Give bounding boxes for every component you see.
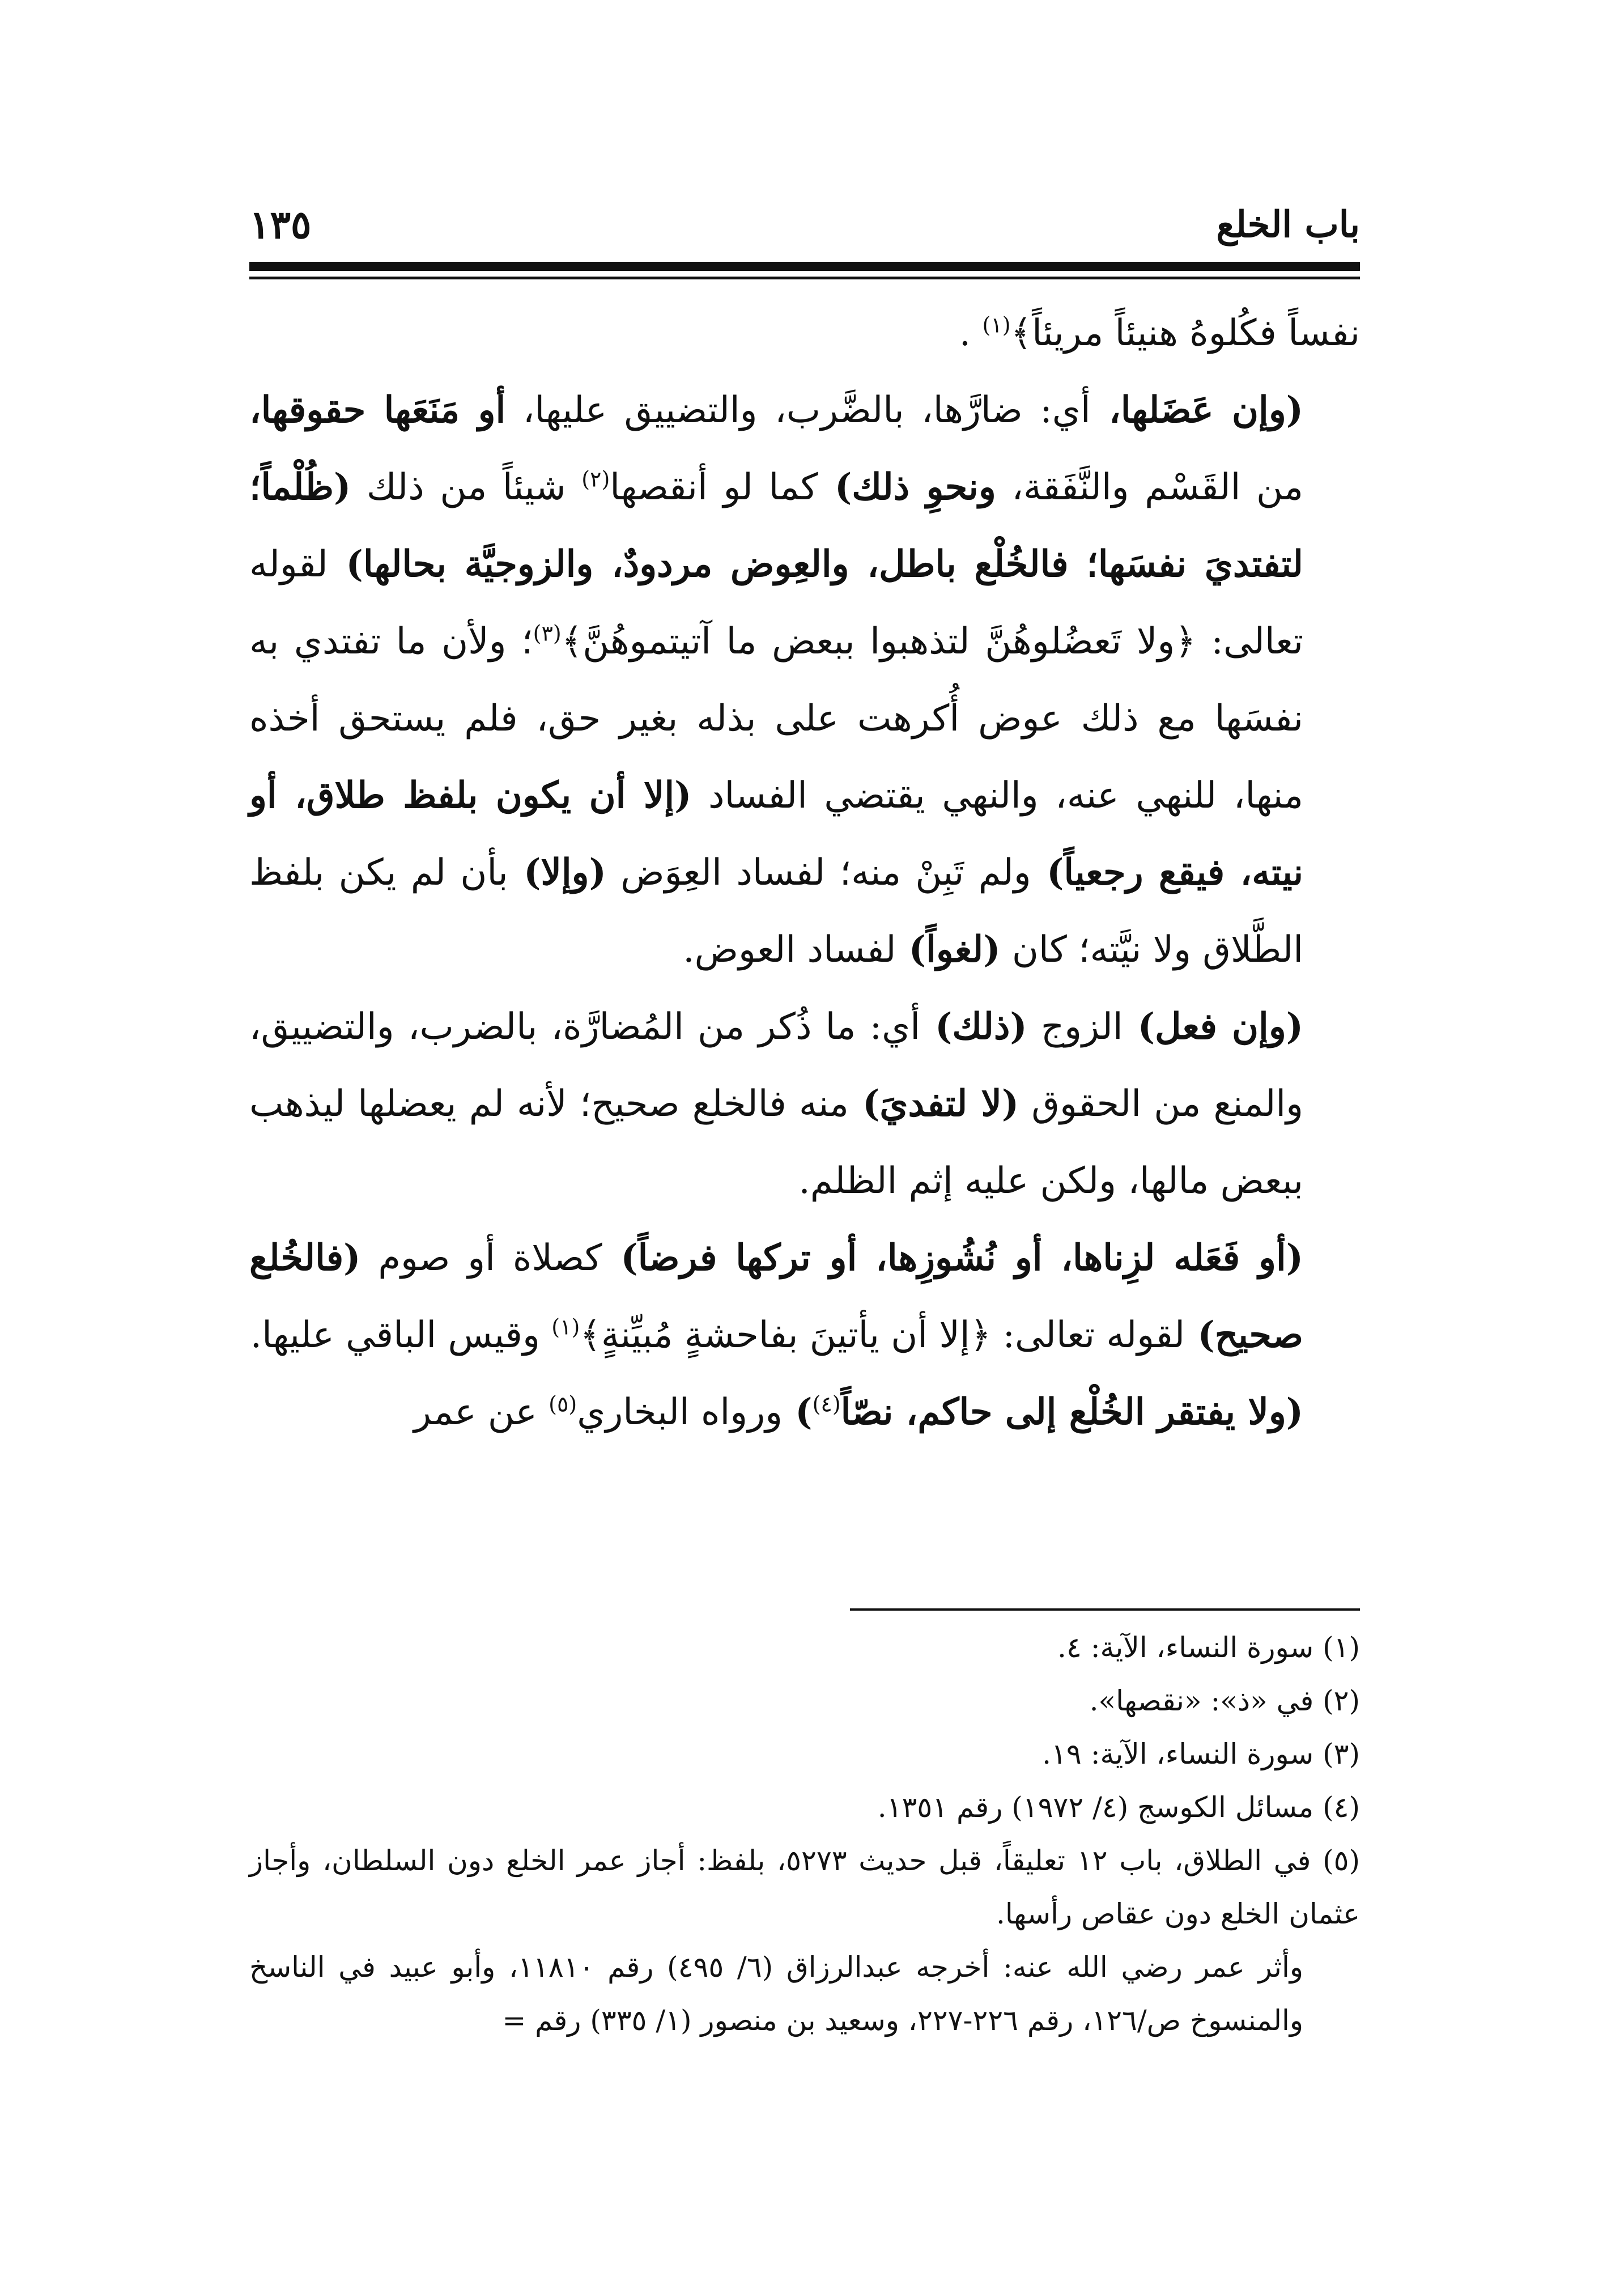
sharh-text: أي: ما ذُكر من المُضارَّة، بالضرب، والتضييق، والمنع من الحقوق [249, 1006, 1304, 1125]
paragraph [249, 295, 1360, 372]
footnote-marker: (٥) [549, 1391, 577, 1417]
footnote-marker: (١) [551, 1314, 580, 1340]
paragraph [249, 988, 1360, 1220]
footnote: (١) سورة النساء، الآية: ٤. [1057, 1631, 1360, 1664]
footnote: (٣) سورة النساء، الآية: ١٩. [1042, 1738, 1360, 1770]
matn-text: (لا لتفديَ) [848, 1082, 1019, 1125]
footnote-marker: (٣) [533, 621, 562, 646]
running-title: باب الخلع [1216, 203, 1360, 246]
footnote: (٥) في الطلاق، باب ١٢ تعليقاً، قبل حديث ٥٢٧٣، بلفظ: أجاز عمر الخلع دون السلطان، وأجاز عثمان الخلع دون عقاص رأسها. [249, 1844, 1360, 1930]
sharh-text: لقوله تعالى: ﴿إلا أن يأتينَ بفاحشةٍ مُبيِّنةٍ﴾ [580, 1314, 1185, 1356]
sharh-text: لفساد العوض. [683, 929, 896, 971]
sharh-text: منه فالخلع صحيح؛ لأنه لم يعضلها ليذهب ببعض مالها، ولكن عليه إثم الظلم. [249, 1083, 1303, 1202]
matn-text: ونحوِ ذلك) [818, 466, 996, 508]
header-rule-thin [249, 277, 1360, 279]
sharh-text: لقوله تعالى: ﴿ولا تَعضُلوهُنَّ لتذهبوا ببعض ما آتيتموهُنَّ﴾ [249, 543, 1304, 663]
footnote: وأثر عمر رضي الله عنه: أخرجه عبدالرزاق (٦/ ٤٩٥) رقم ١١٨١٠، وأبو عبيد في الناسخ والمنسوخ ص/١٢٦، رقم ٢٢٦-٢٢٧، وسعيد بن منصور (١/ ٣٣٥) رقم = [249, 1951, 1303, 2037]
sharh-text: ؛ ولأن ما تفتدي به نفسَها مع ذلك عوض أُكرهت على بذله بغير حق، فلم يستحق أخذه منها، للنهي عنه، والنهي يقتضي الفساد [249, 621, 1304, 817]
sharh-text: ورواه البخاري [577, 1391, 783, 1433]
footnote: (٤) مسائل الكوسج (٤/ ١٩٧٢) رقم ١٣٥١. [877, 1791, 1360, 1824]
matn-text: (فالخُلع صحيح) [249, 1237, 1303, 1356]
sharh-text: . [959, 312, 983, 354]
footnote-marker: (٤) [812, 1391, 841, 1417]
sharh-text: أي: ضارَّها، بالضَّرب، والتضييق عليها، [505, 389, 1091, 431]
matn-text: (وإن فعل) [1123, 1005, 1304, 1048]
sharh-text: بأن لم يكن بلفظ الطَّلاق ولا نيَّته؛ كان [249, 852, 1303, 971]
sharh-text: ولم تَبِنْ منه؛ لفساد العِوَض [606, 852, 1031, 894]
sharh-text: عن عمر [414, 1391, 549, 1433]
matn-text: (أو فَعَله لزِناها، أو نُشُوزِها، أو تركها فرضاً) [602, 1237, 1304, 1279]
matn-text: (وإن عَضَلها، [1090, 389, 1304, 431]
footnote-separator [850, 1608, 1360, 1611]
header-rule-thick [249, 262, 1360, 271]
matn-text: (ولا يفتقر الخُلْع إلى حاكم، نصّاً [840, 1391, 1303, 1433]
footnotes [249, 1621, 1360, 2047]
page-number: ١٣٥ [249, 202, 312, 248]
sharh-text: كما لو أنقصها [610, 466, 818, 508]
footnote: (٢) في «ذ»: «نقصها». [1089, 1684, 1360, 1717]
sharh-text: كصلاة أو صوم [360, 1237, 602, 1279]
sharh-text: وقيس الباقي عليها. [250, 1314, 552, 1356]
paragraph [249, 372, 1360, 988]
matn-text: ) [783, 1391, 813, 1433]
matn-text: (ذلك) [920, 1005, 1027, 1048]
paragraph [249, 1220, 1360, 1374]
matn-text: (إلا أن يكون بلفظ طلاق، أو نيته، فيقع رجعياً) [249, 774, 1303, 894]
matn-text: أو مَنَعَها حقوقها، [249, 389, 506, 431]
footnote-marker: (١) [982, 312, 1011, 338]
matn-text: (وإلا) [508, 851, 606, 894]
page-header [249, 193, 1360, 255]
footnote-marker: (٢) [581, 466, 610, 492]
sharh-text: شيئاً من ذلك [351, 466, 582, 508]
matn-text: (ظُلْماً؛ لتفتديَ نفسَها؛ فالخُلْع باطل، والعِوض مردودٌ، والزوجيَّة بحالها) [249, 466, 1303, 585]
sharh-text: الزوج [1027, 1006, 1123, 1048]
sharh-text: نفساً فكُلوهُ هنيئاً مريئاً﴾ [1010, 312, 1360, 354]
sharh-text: من القَسْم والنَّفَقة، [996, 466, 1304, 508]
matn-text: (لغواً) [896, 928, 1001, 971]
main-text [249, 295, 1360, 1451]
paragraph [249, 1374, 1360, 1451]
